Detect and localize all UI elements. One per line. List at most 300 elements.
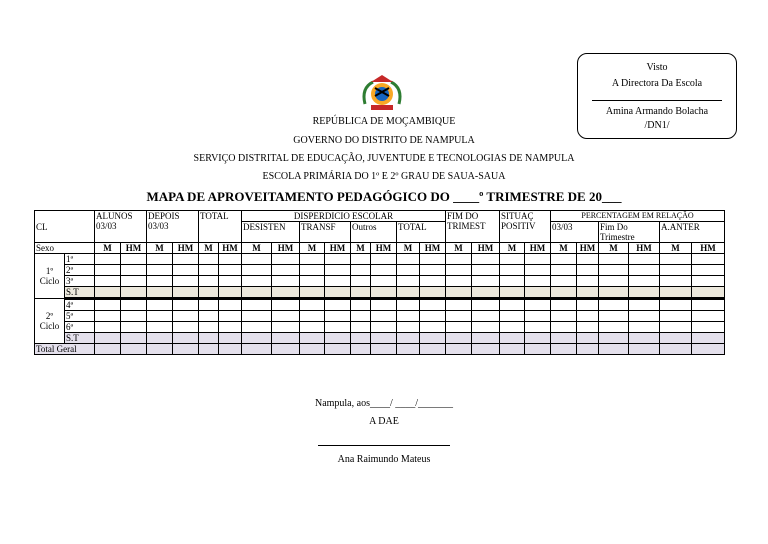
cell[interactable] — [446, 287, 472, 299]
cell[interactable] — [599, 299, 629, 311]
hm-col: HM — [121, 243, 147, 254]
cl-header: CL — [35, 211, 95, 243]
alunos-date: 03/03 — [96, 221, 117, 231]
table-row-4a — [35, 299, 725, 311]
cell[interactable] — [272, 287, 300, 299]
cell[interactable] — [500, 333, 525, 344]
cell[interactable] — [272, 344, 300, 355]
cell[interactable] — [300, 344, 325, 355]
cell[interactable] — [242, 311, 272, 322]
cell[interactable] — [420, 299, 446, 311]
cell[interactable] — [660, 265, 692, 276]
cell[interactable] — [629, 276, 660, 287]
cell[interactable] — [629, 299, 660, 311]
cell[interactable] — [325, 276, 351, 287]
cell[interactable] — [95, 311, 121, 322]
pct-date-header: 03/03 — [551, 222, 599, 243]
hm-col: HM — [420, 243, 446, 254]
cell[interactable] — [500, 344, 525, 355]
table-row-1a — [35, 254, 725, 265]
cell[interactable] — [446, 344, 472, 355]
cell[interactable] — [371, 322, 397, 333]
cell[interactable] — [147, 254, 173, 265]
percentagem-header: PERCENTAGEM EM RELAÇÃO — [551, 211, 725, 222]
cell[interactable] — [95, 322, 121, 333]
m-col: M — [300, 243, 325, 254]
cell[interactable] — [95, 265, 121, 276]
cell[interactable] — [397, 322, 420, 333]
cell[interactable] — [446, 299, 472, 311]
total-geral-row — [35, 344, 725, 355]
cell[interactable] — [551, 254, 577, 265]
cell[interactable] — [199, 333, 219, 344]
cell[interactable] — [300, 276, 325, 287]
cell[interactable] — [95, 287, 121, 299]
cell[interactable] — [692, 287, 725, 299]
mozambique-emblem-icon — [359, 74, 405, 114]
cell[interactable] — [199, 287, 219, 299]
cell[interactable] — [525, 344, 551, 355]
class-label: 2ª — [65, 265, 95, 276]
table-row-2a — [35, 265, 725, 276]
cell[interactable] — [525, 254, 551, 265]
cell[interactable] — [577, 311, 599, 322]
cell[interactable] — [272, 299, 300, 311]
cell[interactable] — [371, 254, 397, 265]
cell[interactable] — [219, 311, 242, 322]
cell[interactable] — [577, 265, 599, 276]
desisten-header: DESISTEN — [242, 222, 300, 243]
cell[interactable] — [272, 333, 300, 344]
cell[interactable] — [472, 276, 500, 287]
cell[interactable] — [472, 299, 500, 311]
cell[interactable] — [199, 265, 219, 276]
hm-col: HM — [629, 243, 660, 254]
republic-heading: REPÚBLICA DE MOÇAMBIQUE — [312, 116, 456, 127]
dae-label: A DAE — [369, 416, 399, 427]
cell[interactable] — [472, 265, 500, 276]
cell[interactable] — [472, 311, 500, 322]
servico-heading: SERVIÇO DISTRITAL DE EDUCAÇÃO, JUVENTUDE E TECNOLOGIAS DE NAMPULA — [193, 153, 575, 164]
cell[interactable] — [551, 344, 577, 355]
hm-col: HM — [325, 243, 351, 254]
cell[interactable] — [551, 265, 577, 276]
cell[interactable] — [219, 265, 242, 276]
hm-col: HM — [472, 243, 500, 254]
cell[interactable] — [351, 322, 371, 333]
cell[interactable] — [446, 311, 472, 322]
cell[interactable] — [219, 333, 242, 344]
fim-do-trimest-header — [446, 211, 500, 243]
cell[interactable] — [325, 322, 351, 333]
cell[interactable] — [199, 254, 219, 265]
cell[interactable] — [272, 322, 300, 333]
cell[interactable] — [525, 276, 551, 287]
sexo-label: Sexo — [35, 243, 95, 254]
hm-col: HM — [577, 243, 599, 254]
cell[interactable] — [525, 333, 551, 344]
cell[interactable] — [147, 311, 173, 322]
cell[interactable] — [325, 254, 351, 265]
cell[interactable] — [420, 265, 446, 276]
cell[interactable] — [397, 344, 420, 355]
cell[interactable] — [147, 333, 173, 344]
cell[interactable] — [500, 254, 525, 265]
cell[interactable] — [629, 322, 660, 333]
directora-name: Amina Armando Bolacha — [605, 106, 709, 117]
cell[interactable] — [660, 322, 692, 333]
cell[interactable] — [500, 322, 525, 333]
cell[interactable] — [629, 254, 660, 265]
cell[interactable] — [371, 344, 397, 355]
cell[interactable] — [371, 287, 397, 299]
aproveitamento-table — [34, 210, 725, 355]
situac-label: SITUAÇ — [501, 211, 534, 221]
cell[interactable] — [420, 333, 446, 344]
cell[interactable] — [577, 333, 599, 344]
cell[interactable] — [500, 276, 525, 287]
cell[interactable] — [371, 311, 397, 322]
total2-header: TOTAL — [397, 222, 446, 243]
cell[interactable] — [420, 322, 446, 333]
cell[interactable] — [351, 344, 371, 355]
cell[interactable] — [272, 276, 300, 287]
directora-label: A Directora Da Escola — [611, 78, 703, 89]
cell[interactable] — [173, 265, 199, 276]
cell[interactable] — [199, 322, 219, 333]
disperdicio-header: DISPERDICIO ESCOLAR — [242, 211, 446, 222]
cell[interactable] — [599, 322, 629, 333]
cell[interactable] — [95, 344, 121, 355]
cell[interactable] — [121, 333, 147, 344]
cell[interactable] — [420, 254, 446, 265]
cell[interactable] — [420, 311, 446, 322]
a-anter-header: A.ANTER — [660, 222, 725, 243]
ciclo1-label — [35, 254, 65, 299]
cell[interactable] — [95, 333, 121, 344]
m-col: M — [199, 243, 219, 254]
cell[interactable] — [599, 311, 629, 322]
cell[interactable] — [242, 254, 272, 265]
total-header: TOTAL — [199, 211, 242, 243]
class-label: 4ª — [65, 299, 95, 311]
cell[interactable] — [629, 344, 660, 355]
cell[interactable] — [660, 254, 692, 265]
table-row-6a — [35, 322, 725, 333]
cell[interactable] — [351, 254, 371, 265]
cell[interactable] — [692, 311, 725, 322]
cell[interactable] — [551, 299, 577, 311]
cell[interactable] — [629, 287, 660, 299]
subtotal-label: S.T — [65, 333, 95, 344]
cell[interactable] — [173, 344, 199, 355]
cell[interactable] — [660, 299, 692, 311]
cell[interactable] — [95, 276, 121, 287]
fim-do-label: FIM DO — [447, 211, 479, 221]
cell[interactable] — [173, 322, 199, 333]
cell[interactable] — [525, 322, 551, 333]
header-row-1 — [35, 211, 725, 222]
cell[interactable] — [300, 322, 325, 333]
cell[interactable] — [577, 254, 599, 265]
cell[interactable] — [199, 276, 219, 287]
cell[interactable] — [692, 322, 725, 333]
escola-heading: ESCOLA PRIMÁRIA DO 1º E 2º GRAU DE SAUA-SAUA — [262, 171, 506, 182]
ciclo1-word: Ciclo — [39, 276, 60, 286]
ciclo2-number: 2º — [45, 311, 54, 321]
cell[interactable] — [371, 333, 397, 344]
m-col: M — [147, 243, 173, 254]
m-col: M — [242, 243, 272, 254]
hm-col: HM — [371, 243, 397, 254]
cell[interactable] — [121, 311, 147, 322]
cell[interactable] — [351, 265, 371, 276]
cell[interactable] — [472, 287, 500, 299]
cell[interactable] — [272, 265, 300, 276]
cell[interactable] — [219, 299, 242, 311]
class-label: 1ª — [65, 254, 95, 265]
cell[interactable] — [351, 311, 371, 322]
hm-col: HM — [173, 243, 199, 254]
table-row-5a — [35, 311, 725, 322]
cell[interactable] — [525, 287, 551, 299]
cell[interactable] — [446, 254, 472, 265]
cell[interactable] — [199, 344, 219, 355]
ciclo2-label — [35, 299, 65, 344]
m-col: M — [446, 243, 472, 254]
situac-positiv-header — [500, 211, 551, 243]
cell[interactable] — [660, 344, 692, 355]
outros-header: Outros — [351, 222, 397, 243]
cell[interactable] — [525, 299, 551, 311]
cell[interactable] — [599, 287, 629, 299]
subtotal-row-ciclo2 — [35, 333, 725, 344]
cell[interactable] — [599, 265, 629, 276]
cell[interactable] — [371, 276, 397, 287]
m-col: M — [397, 243, 420, 254]
cell[interactable] — [300, 265, 325, 276]
cell[interactable] — [121, 287, 147, 299]
class-label: 6ª — [65, 322, 95, 333]
trimest-label: TRIMEST — [447, 221, 486, 231]
cell[interactable] — [660, 333, 692, 344]
visto-label: Visto — [646, 62, 668, 73]
cell[interactable] — [199, 299, 219, 311]
cell[interactable] — [121, 299, 147, 311]
cell[interactable] — [551, 287, 577, 299]
cell[interactable] — [219, 344, 242, 355]
cell[interactable] — [173, 287, 199, 299]
cell[interactable] — [147, 287, 173, 299]
cell[interactable] — [577, 287, 599, 299]
cell[interactable] — [629, 311, 660, 322]
place-date: Nampula, aos____/ ____/_______ — [314, 398, 454, 409]
subtotal-row-ciclo1 — [35, 287, 725, 299]
cell[interactable] — [325, 311, 351, 322]
cell[interactable] — [551, 322, 577, 333]
cell[interactable] — [242, 333, 272, 344]
cell[interactable] — [147, 265, 173, 276]
total-geral-label: Total Geral — [35, 344, 95, 355]
cell[interactable] — [446, 276, 472, 287]
cell[interactable] — [242, 265, 272, 276]
cell[interactable] — [351, 333, 371, 344]
cell[interactable] — [173, 299, 199, 311]
cell[interactable] — [692, 333, 725, 344]
cell[interactable] — [692, 254, 725, 265]
cell[interactable] — [577, 276, 599, 287]
m-col: M — [660, 243, 692, 254]
cell[interactable] — [325, 333, 351, 344]
cell[interactable] — [500, 311, 525, 322]
cell[interactable] — [599, 254, 629, 265]
hm-col: HM — [272, 243, 300, 254]
cell[interactable] — [351, 299, 371, 311]
subtotal-label: S.T — [65, 287, 95, 299]
cell[interactable] — [147, 276, 173, 287]
cell[interactable] — [397, 311, 420, 322]
transf-header: TRANSF — [300, 222, 351, 243]
cell[interactable] — [599, 276, 629, 287]
cell[interactable] — [325, 287, 351, 299]
cell[interactable] — [446, 265, 472, 276]
cell[interactable] — [371, 265, 397, 276]
cell[interactable] — [371, 299, 397, 311]
cell[interactable] — [500, 299, 525, 311]
cell[interactable] — [351, 287, 371, 299]
cell[interactable] — [219, 254, 242, 265]
sexo-row — [35, 243, 725, 254]
cell[interactable] — [629, 333, 660, 344]
cell[interactable] — [173, 276, 199, 287]
cell[interactable] — [629, 265, 660, 276]
cell[interactable] — [577, 322, 599, 333]
hm-col: HM — [525, 243, 551, 254]
m-col: M — [500, 243, 525, 254]
cell[interactable] — [446, 333, 472, 344]
m-col: M — [599, 243, 629, 254]
hm-col: HM — [692, 243, 725, 254]
cell[interactable] — [397, 333, 420, 344]
cell[interactable] — [446, 322, 472, 333]
alunos-header — [95, 211, 147, 243]
cell[interactable] — [147, 299, 173, 311]
cell[interactable] — [551, 333, 577, 344]
m-col: M — [351, 243, 371, 254]
cell[interactable] — [173, 333, 199, 344]
cell[interactable] — [242, 299, 272, 311]
cell[interactable] — [121, 322, 147, 333]
cell[interactable] — [472, 254, 500, 265]
cell[interactable] — [242, 287, 272, 299]
dae-signature-line — [318, 445, 450, 446]
alunos-label: ALUNOS — [96, 211, 133, 221]
cell[interactable] — [242, 322, 272, 333]
cell[interactable] — [397, 254, 420, 265]
class-label: 5ª — [65, 311, 95, 322]
cell[interactable] — [121, 276, 147, 287]
m-col: M — [95, 243, 121, 254]
cell[interactable] — [242, 276, 272, 287]
signature-line — [592, 100, 722, 101]
cell[interactable] — [577, 344, 599, 355]
cell[interactable] — [325, 299, 351, 311]
directora-code: /DN1/ — [644, 120, 670, 131]
cell[interactable] — [472, 333, 500, 344]
cell[interactable] — [525, 311, 551, 322]
cell[interactable] — [173, 254, 199, 265]
cell[interactable] — [420, 287, 446, 299]
cell[interactable] — [692, 299, 725, 311]
cell[interactable] — [325, 265, 351, 276]
hm-col: HM — [219, 243, 242, 254]
cell[interactable] — [242, 344, 272, 355]
cell[interactable] — [300, 311, 325, 322]
cell[interactable] — [551, 311, 577, 322]
pct-fim-trimestre-header — [599, 222, 660, 243]
cell[interactable] — [420, 276, 446, 287]
cell[interactable] — [397, 265, 420, 276]
cell[interactable] — [551, 276, 577, 287]
cell[interactable] — [300, 333, 325, 344]
cell[interactable] — [199, 311, 219, 322]
cell[interactable] — [500, 287, 525, 299]
cell[interactable] — [121, 344, 147, 355]
cell[interactable] — [147, 322, 173, 333]
cell[interactable] — [95, 254, 121, 265]
cell[interactable] — [300, 299, 325, 311]
cell[interactable] — [147, 344, 173, 355]
cell[interactable] — [121, 254, 147, 265]
ciclo2-word: Ciclo — [39, 321, 60, 331]
cell[interactable] — [300, 254, 325, 265]
table-row-3a — [35, 276, 725, 287]
cell[interactable] — [219, 276, 242, 287]
cell[interactable] — [397, 299, 420, 311]
cell[interactable] — [121, 265, 147, 276]
cell[interactable] — [692, 265, 725, 276]
cell[interactable] — [577, 299, 599, 311]
depois-label: DEPOIS — [148, 211, 180, 221]
cell[interactable] — [397, 276, 420, 287]
cell[interactable] — [173, 311, 199, 322]
cell[interactable] — [420, 344, 446, 355]
cell[interactable] — [692, 276, 725, 287]
cell[interactable] — [660, 276, 692, 287]
cell[interactable] — [660, 287, 692, 299]
cell[interactable] — [599, 344, 629, 355]
cell[interactable] — [219, 322, 242, 333]
cell[interactable] — [692, 344, 725, 355]
cell[interactable] — [397, 287, 420, 299]
cell[interactable] — [525, 265, 551, 276]
cell[interactable] — [599, 333, 629, 344]
fim-do-text: Fim Do — [600, 222, 628, 232]
cell[interactable] — [472, 322, 500, 333]
cell[interactable] — [500, 265, 525, 276]
cell[interactable] — [325, 344, 351, 355]
cell[interactable] — [95, 299, 121, 311]
cell[interactable] — [219, 287, 242, 299]
m-col: M — [551, 243, 577, 254]
cell[interactable] — [272, 254, 300, 265]
document-title: MAPA DE APROVEITAMENTO PEDAGÓGICO DO ____º TRIMESTRE DE 20___ — [146, 189, 622, 204]
cell[interactable] — [660, 311, 692, 322]
cell[interactable] — [300, 287, 325, 299]
cell[interactable] — [272, 311, 300, 322]
cell[interactable] — [472, 344, 500, 355]
cell[interactable] — [351, 276, 371, 287]
